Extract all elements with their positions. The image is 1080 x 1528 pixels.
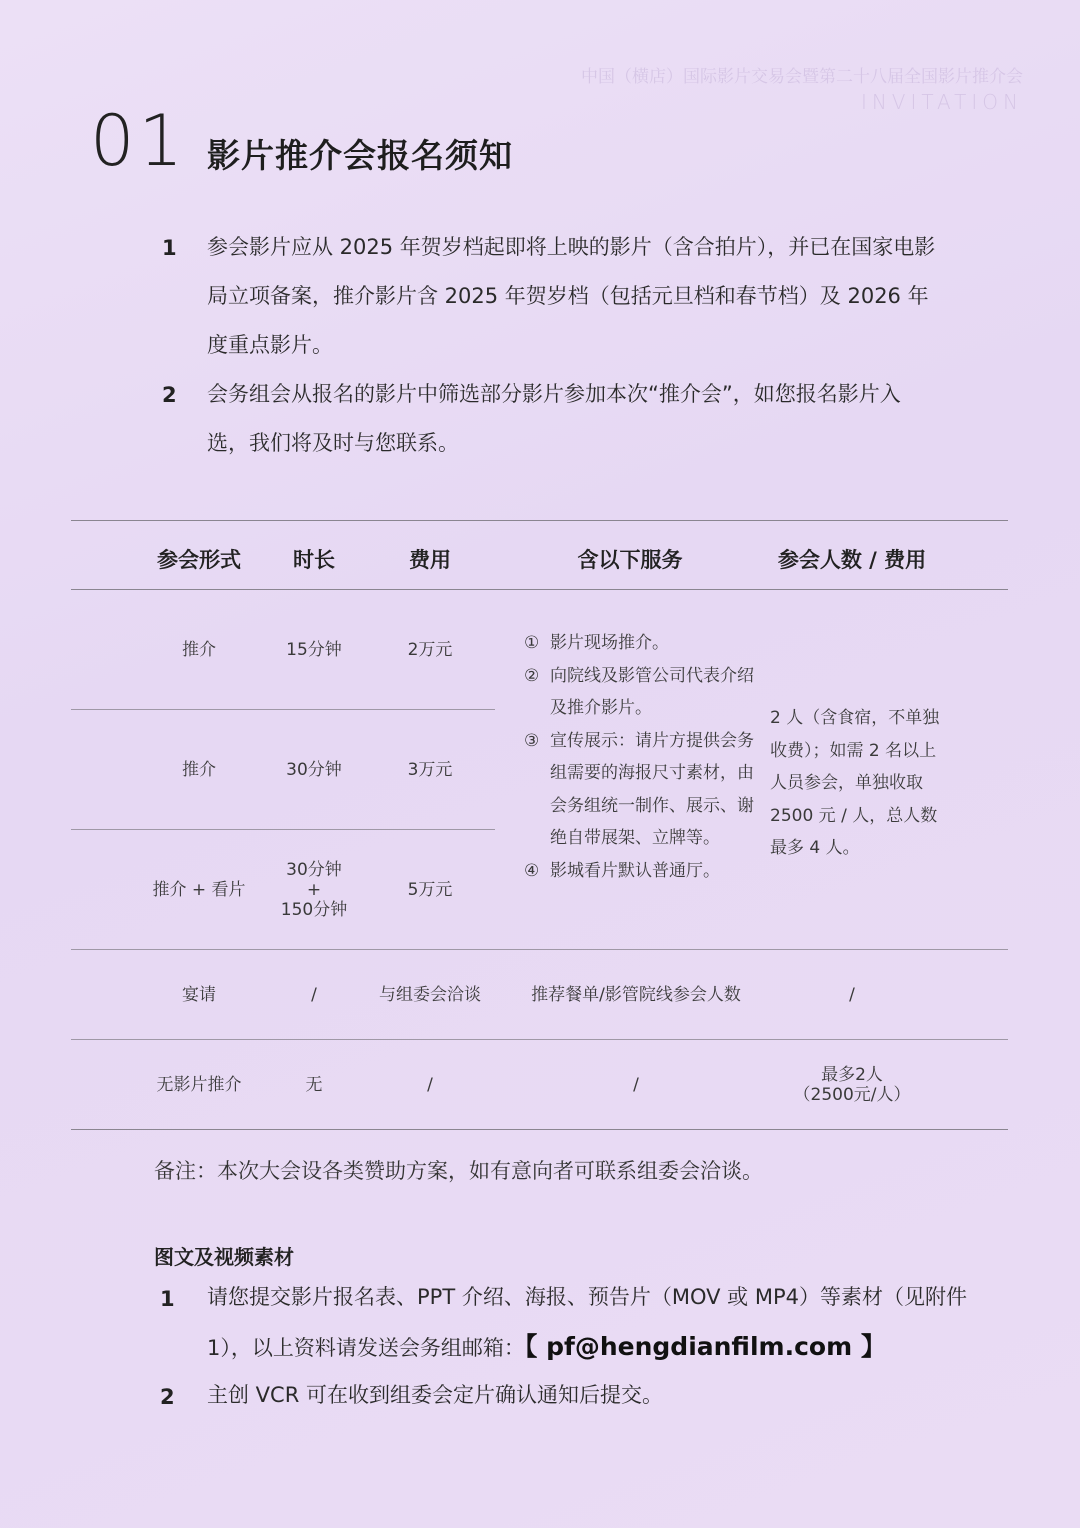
cell-fee: 3万元 bbox=[407, 760, 453, 780]
cell-persons bbox=[752, 1065, 952, 1105]
cell-service: 推荐餐单/影管院线参会人数 bbox=[531, 985, 741, 1005]
notice-number: 2 bbox=[162, 383, 177, 407]
row-divider bbox=[71, 949, 1008, 950]
table-header-rule bbox=[71, 589, 1008, 590]
invitation-label: INVITATION bbox=[860, 90, 1023, 114]
col-header-fee: 费用 bbox=[409, 548, 451, 572]
service-mark: ④ bbox=[524, 860, 540, 881]
duration-line: 30分钟 bbox=[286, 860, 342, 880]
materials-number: 1 bbox=[160, 1287, 175, 1311]
service-item bbox=[524, 627, 754, 660]
notice-number: 1 bbox=[162, 236, 177, 260]
cell-form: 推介 bbox=[182, 640, 216, 660]
persons-fee-text: 2 人（含食宿，不单独收费）；如需 2 名以上人员参会，单独收取 2500 元 / 人，总人数最多 4 人。 bbox=[770, 708, 940, 858]
services-list bbox=[524, 627, 754, 887]
materials-text: 主创 VCR 可在收到组委会定片确认通知后提交。 bbox=[207, 1383, 663, 1407]
cell-fee: 与组委会洽谈 bbox=[379, 985, 481, 1005]
col-header-services: 含以下服务 bbox=[577, 548, 683, 572]
persons-line: （2500元/人） bbox=[793, 1085, 911, 1105]
cell-service: / bbox=[633, 1075, 639, 1095]
table-top-rule bbox=[71, 520, 1008, 521]
materials-text-body: 请您提交影片报名表、PPT 介绍、海报、预告片（MOV 或 MP4）等素材（见附件 1），以上资料请发送会务组邮箱： bbox=[207, 1285, 967, 1360]
section-number: 01 bbox=[90, 100, 188, 182]
col-header-persons: 参会人数 / 费用 bbox=[777, 548, 927, 572]
service-item bbox=[524, 855, 754, 888]
cell-duration: 无 bbox=[305, 1075, 323, 1095]
email-address[interactable]: 【 pf@hengdianfilm.com 】 bbox=[524, 1332, 886, 1361]
service-mark: ① bbox=[524, 633, 540, 653]
persons-line: 最多2人 bbox=[821, 1065, 883, 1085]
remark-text: 备注：本次大会设各类赞助方案，如有意向者可联系组委会洽谈。 bbox=[154, 1159, 763, 1183]
service-mark: ③ bbox=[524, 730, 540, 751]
cell-fee: 2万元 bbox=[407, 640, 453, 660]
service-text: 宣传展示：请片方提供会务组需要的海报尺寸素材，由会务组统一制作、展示、谢绝自带展架、立牌等。 bbox=[550, 730, 754, 848]
cell-persons: / bbox=[849, 985, 855, 1005]
cell-duration bbox=[264, 860, 364, 920]
cell-fee: / bbox=[427, 1075, 433, 1095]
materials-text bbox=[207, 1273, 967, 1373]
notice-text: 参会影片应从 2025 年贺岁档起即将上映的影片（含合拍片），并已在国家电影局立项备案，推介影片含 2025 年贺岁档（包括元旦档和春节档）及 2026 年度重点影片。 bbox=[207, 235, 936, 357]
cell-duration: 15分钟 bbox=[286, 640, 342, 660]
service-mark: ② bbox=[524, 665, 540, 686]
table-bottom-rule bbox=[71, 1129, 1008, 1130]
section-title: 影片推介会报名须知 bbox=[207, 136, 513, 175]
row-divider bbox=[71, 1039, 1008, 1040]
col-header-duration: 时长 bbox=[293, 548, 335, 572]
materials-title: 图文及视频素材 bbox=[154, 1245, 294, 1269]
service-item bbox=[524, 725, 754, 855]
cell-form: 无影片推介 bbox=[156, 1075, 242, 1095]
cell-duration: 30分钟 bbox=[286, 760, 342, 780]
notice-text: 会务组会从报名的影片中筛选部分影片参加本次“推介会”，如您报名影片入选，我们将及时与您联系。 bbox=[207, 382, 901, 455]
cell-form: 推介 + 看片 bbox=[152, 880, 246, 900]
cell-form: 推介 bbox=[182, 760, 216, 780]
row-divider bbox=[71, 829, 495, 830]
event-title: 中国（横店）国际影片交易会暨第二十八届全国影片推介会 bbox=[581, 67, 1023, 87]
service-item bbox=[524, 660, 754, 725]
service-text: 影片现场推介。 bbox=[550, 633, 669, 653]
duration-line: + bbox=[306, 880, 322, 900]
service-text: 向院线及影管公司代表介绍及推介影片。 bbox=[550, 665, 754, 718]
duration-line: 150分钟 bbox=[280, 900, 348, 920]
row-divider bbox=[71, 709, 495, 710]
materials-number: 2 bbox=[160, 1385, 175, 1409]
cell-duration: / bbox=[311, 985, 317, 1005]
cell-form: 宴请 bbox=[182, 985, 216, 1005]
service-text: 影城看片默认普通厅。 bbox=[550, 860, 720, 881]
cell-fee: 5万元 bbox=[407, 880, 453, 900]
col-header-form: 参会形式 bbox=[157, 548, 241, 572]
